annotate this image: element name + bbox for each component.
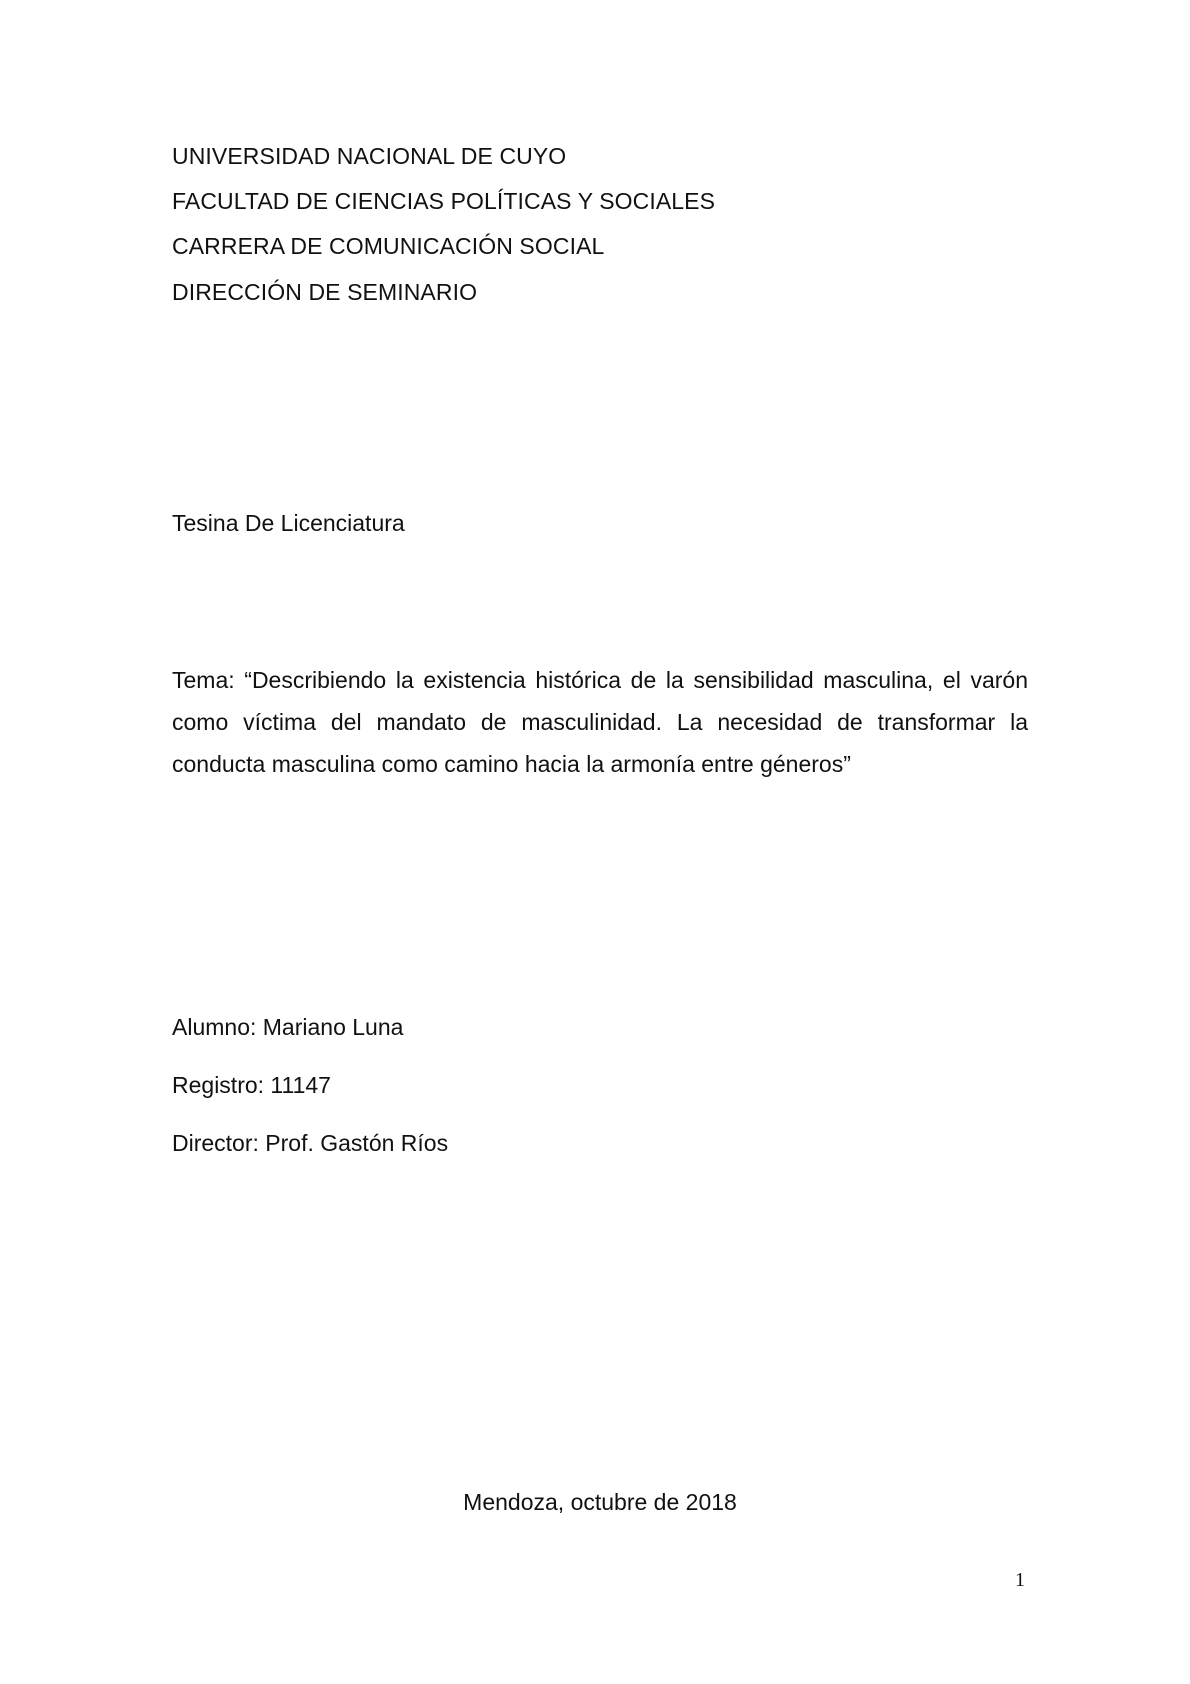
faculty-name: FACULTAD DE CIENCIAS POLÍTICAS Y SOCIALES	[172, 188, 716, 214]
page-number: 1	[1015, 1569, 1025, 1591]
student-name: Alumno: Mariano Luna	[172, 1014, 404, 1040]
career-name: CARRERA DE COMUNICACIÓN SOCIAL	[172, 233, 605, 259]
seminar-direction: DIRECCIÓN DE SEMINARIO	[172, 279, 478, 305]
document-type: Tesina De Licenciatura	[172, 510, 405, 536]
thesis-topic: Tema: “Describiendo la existencia histórica de la sensibilidad masculina, el varón como víctima del mandato de masculinidad. La necesidad de transformar la conducta masculina como camino hacia la armonía entre géneros”	[172, 667, 1028, 777]
director-name: Director: Prof. Gastón Ríos	[172, 1130, 449, 1156]
university-name: UNIVERSIDAD NACIONAL DE CUYO	[172, 143, 567, 169]
registration-number: Registro: 11147	[172, 1072, 331, 1098]
place-and-date: Mendoza, octubre de 2018	[463, 1489, 737, 1515]
